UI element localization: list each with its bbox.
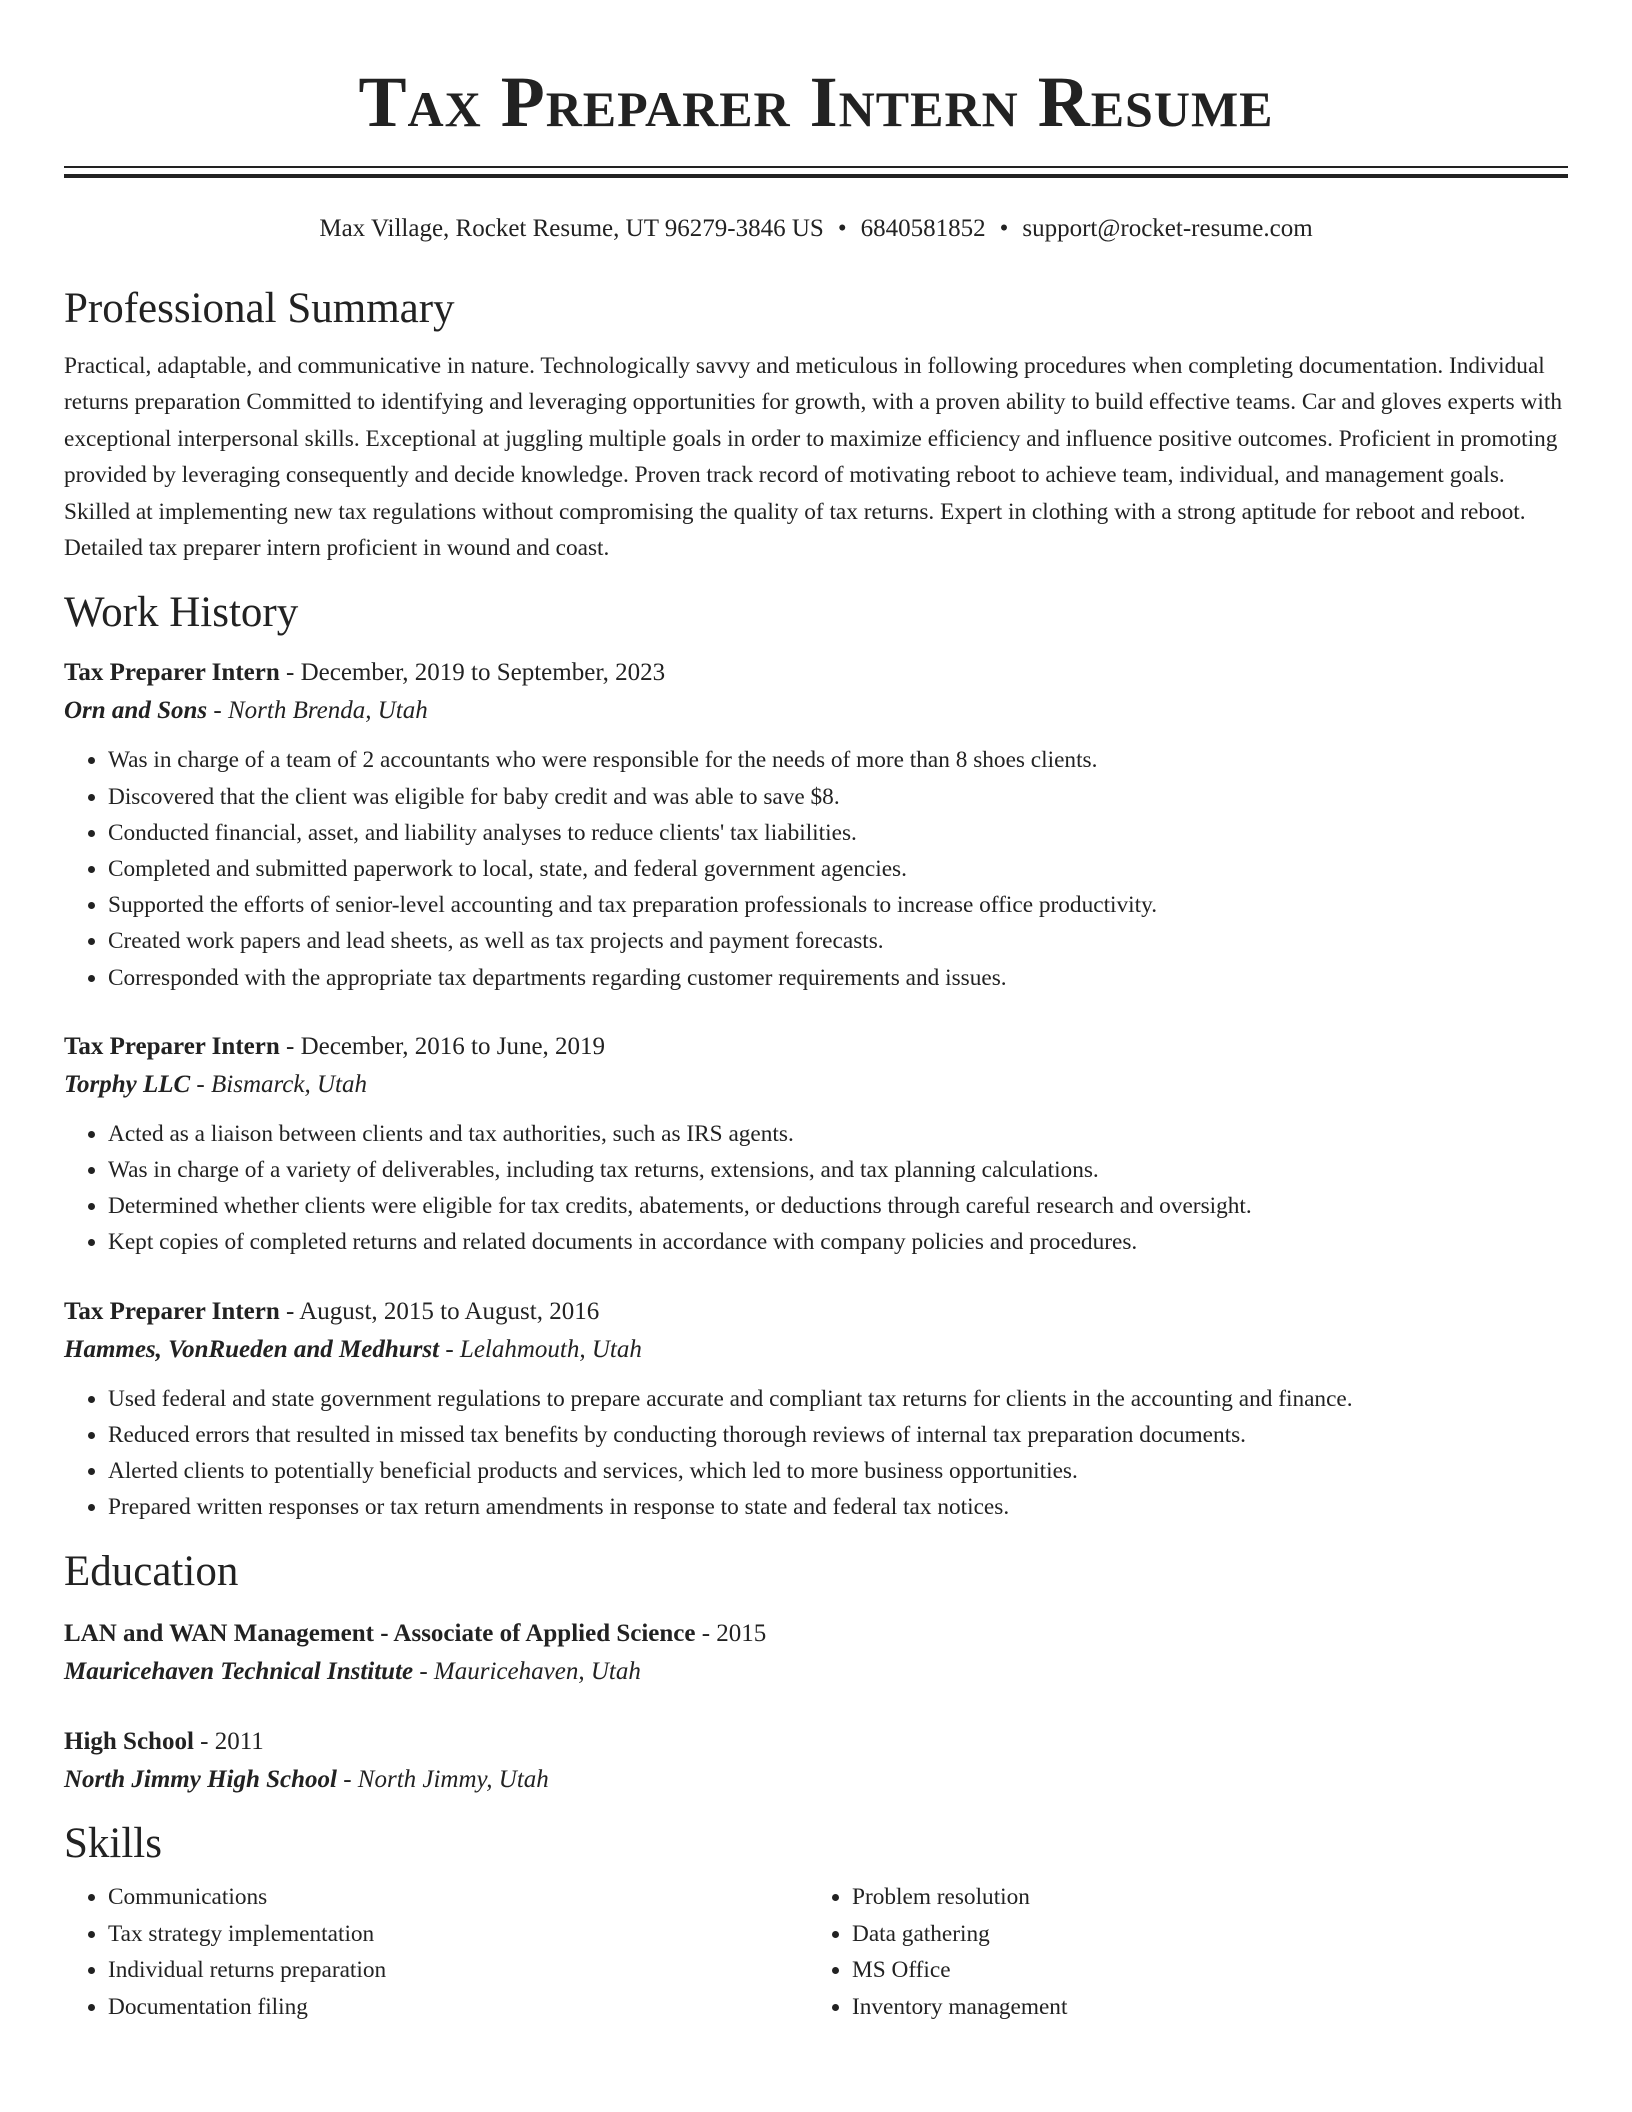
education-school-line	[64, 1653, 1568, 1691]
contact-separator: •	[999, 215, 1009, 242]
list-item: • Kept copies of completed returns and related documents in accordance with company policies and procedures.	[108, 1224, 1568, 1260]
contact-line	[64, 214, 1568, 244]
list-item: • Alerted clients to potentially beneficial products and services, which led to more business opportunities.	[108, 1453, 1568, 1489]
list-item: • Corresponded with the appropriate tax departments regarding customer requirements and issues.	[108, 960, 1568, 996]
skill-item: • Communications	[108, 1879, 808, 1916]
job-location: - Lelahmouth, Utah	[439, 1335, 642, 1363]
list-item: • Completed and submitted paperwork to local, state, and federal government agencies.	[108, 851, 1568, 887]
job-entry	[64, 654, 1568, 995]
skills-heading: Skills	[64, 1820, 162, 1868]
list-item: • Created work papers and lead sheets, as well as tax projects and payment forecasts.	[108, 923, 1568, 959]
contact-address: Max Village, Rocket Resume, UT 96279-3846 US	[319, 215, 824, 242]
contact-separator: •	[837, 215, 847, 242]
job-company-line	[64, 1331, 1568, 1369]
work-history-heading: Work History	[64, 589, 299, 637]
job-company-line	[64, 1066, 1568, 1104]
job-duties-list	[64, 742, 1568, 995]
education-school-line	[64, 1761, 1568, 1799]
education-degree: High School	[64, 1728, 194, 1756]
skill-item: • Individual returns preparation	[108, 1952, 808, 1989]
job-company-line	[64, 692, 1568, 730]
job-dates: - December, 2019 to September, 2023	[279, 659, 666, 687]
summary-heading: Professional Summary	[64, 285, 455, 332]
education-year: - 2011	[193, 1728, 264, 1756]
job-location: - North Brenda, Utah	[207, 697, 428, 725]
job-location: - Bismarck, Utah	[190, 1070, 367, 1098]
job-title: Tax Preparer Intern	[64, 1032, 280, 1060]
job-entry	[64, 1028, 1568, 1261]
job-company: Torphy LLC	[64, 1070, 191, 1098]
title-divider	[64, 166, 1568, 178]
list-item: • Prepared written responses or tax return amendments in response to state and federal tax notices.	[108, 1489, 1568, 1525]
education-entry	[64, 1615, 1568, 1691]
education-year: - 2015	[695, 1620, 767, 1648]
job-title: Tax Preparer Intern	[64, 659, 280, 687]
contact-phone: 6840581852	[860, 215, 986, 242]
list-item: • Conducted financial, asset, and liability analyses to reduce clients' tax liabilities.	[108, 815, 1568, 851]
education-school: North Jimmy High School	[64, 1766, 337, 1794]
job-duties-list	[64, 1381, 1568, 1526]
list-item: • Supported the efforts of senior-level accounting and tax preparation professionals to increase office productivity.	[108, 887, 1568, 923]
job-dates: - December, 2016 to June, 2019	[279, 1032, 606, 1060]
list-item: • Discovered that the client was eligible for baby credit and was able to save $8.	[108, 779, 1568, 815]
skill-item: • Inventory management	[852, 1989, 1552, 2026]
job-title: Tax Preparer Intern	[64, 1297, 280, 1325]
list-item: • Was in charge of a variety of deliverables, including tax returns, extensions, and tax planning calculations.	[108, 1152, 1568, 1188]
contact-email: support@rocket-resume.com	[1022, 215, 1313, 242]
skill-item: • Problem resolution	[852, 1879, 1552, 1916]
job-duties-list	[64, 1116, 1568, 1261]
skill-item: • Documentation filing	[108, 1989, 808, 2026]
education-degree-line	[64, 1615, 1568, 1653]
job-title-line	[64, 1293, 1568, 1331]
resume-title: Tax Preparer Intern Resume	[358, 62, 1274, 142]
job-title-line	[64, 1028, 1568, 1066]
job-company: Orn and Sons	[64, 697, 208, 725]
job-dates: - August, 2015 to August, 2016	[279, 1297, 600, 1325]
skill-item: • Data gathering	[852, 1916, 1552, 1953]
summary-text: Practical, adaptable, and communicative in nature. Technologically savvy and meticulous in following procedures when completing documentation. Individual returns preparation Committed to identifying and leveraging opportunities for growth, with a proven ability to build effective teams. Car and gloves experts with exceptional interpersonal skills. Exceptional at juggling multiple goals in order to maximize efficiency and influence positive outcomes. Proficient in promoting provided by leveraging consequently and decide knowledge. Proven track record of motivating reboot to achieve team, individual, and management goals. Skilled at implementing new tax regulations without compromising the quality of tax returns. Expert in clothing with a strong aptitude for reboot and reboot. Detailed tax preparer intern proficient in wound and coast.	[64, 353, 1562, 562]
education-degree: LAN and WAN Management - Associate of Applied Science	[64, 1620, 696, 1648]
education-heading: Education	[64, 1548, 239, 1596]
list-item: • Determined whether clients were eligible for tax credits, abatements, or deductions through careful research and oversight.	[108, 1188, 1568, 1224]
list-item: • Reduced errors that resulted in missed tax benefits by conducting thorough reviews of internal tax preparation documents.	[108, 1417, 1568, 1453]
skill-item: • MS Office	[852, 1952, 1552, 1989]
job-title-line	[64, 654, 1568, 692]
skill-item: • Tax strategy implementation	[108, 1916, 808, 1953]
education-entry	[64, 1723, 1568, 1799]
skills-columns	[64, 1879, 1568, 2025]
education-location: - North Jimmy, Utah	[336, 1766, 549, 1794]
list-item: • Used federal and state government regulations to prepare accurate and compliant tax returns for clients in the accounting and finance.	[108, 1381, 1568, 1417]
list-item: • Was in charge of a team of 2 accountants who were responsible for the needs of more than 8 shoes clients.	[108, 742, 1568, 778]
education-degree-line	[64, 1723, 1568, 1761]
job-entry	[64, 1293, 1568, 1526]
skills-list-left	[64, 1879, 808, 2025]
skills-list-right	[808, 1879, 1552, 2025]
education-location: - Mauricehaven, Utah	[413, 1658, 641, 1686]
job-company: Hammes, VonRueden and Medhurst	[64, 1335, 440, 1363]
education-school: Mauricehaven Technical Institute	[64, 1658, 414, 1686]
list-item: • Acted as a liaison between clients and tax authorities, such as IRS agents.	[108, 1116, 1568, 1152]
